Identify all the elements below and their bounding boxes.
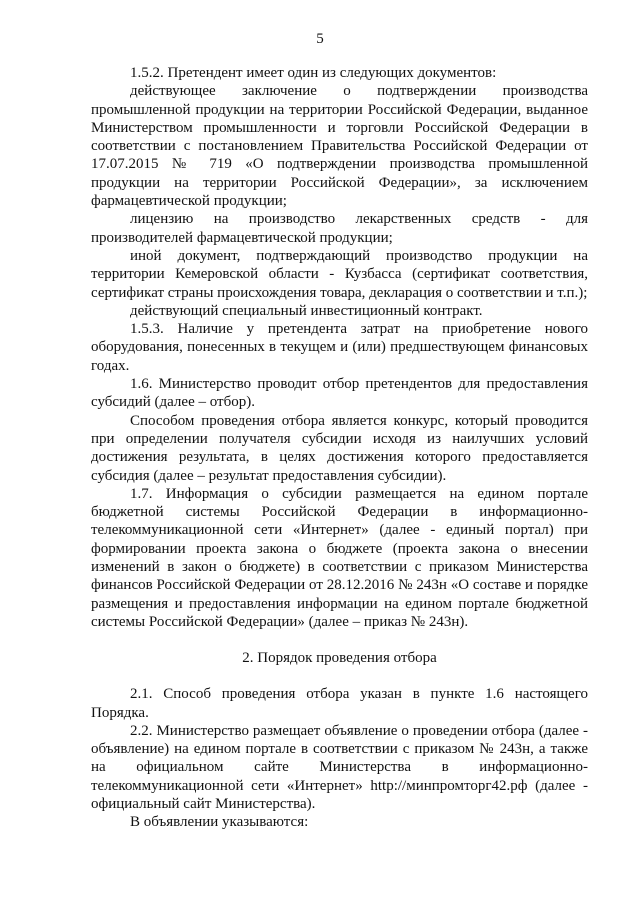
paragraph-other-document: иной документ, подтверждающий производство продукции на территории Кемеровской области - Кузбасса (сертификат соответствия, сертификат страны происхождения товара, декларация о соответствии и т.п.); [91, 247, 588, 301]
paragraph-1-6: 1.6. Министерство проводит отбор претендентов для предоставления субсидий (далее – отбор). [91, 376, 588, 411]
paragraph-1-7: 1.7. Информация о субсидии размещается на едином портале бюджетной системы Российской Федерации в информационно-телекоммуникационной сети «Интернет» (далее - единый портал) при формировании проекта закона о бюджете (проекта закона о внесении изменений в закон о бюджете) в соответствии с приказом Министерства финансов Российской Федерации от 28.12.2016 № 243н «О составе и порядке размещения и предоставления информации на едином портале бюджетной системы Российской Федерации» (далее – приказ № 243н). [91, 485, 588, 630]
paragraph-2-1: 2.1. Способ проведения отбора указан в пункте 1.6 настоящего Порядка. [91, 686, 588, 721]
section-title: 2. Порядок проведения отбора [242, 650, 437, 667]
paragraph-1-5-2: 1.5.2. Претендент имеет один из следующих документов: [130, 65, 497, 81]
document-body [91, 64, 588, 832]
paragraph-2-2: 2.2. Министерство размещает объявление о проведении отбора (далее - объявление) на едином портале в соответствии с приказом № 243н, а также на официальном сайте Министерства в информационно-телекоммуникационной сети «Интернет» http://минпромторг42.рф (далее - официальный сайт Министерства). [91, 722, 588, 812]
paragraph-1-5-3: 1.5.3. Наличие у претендента затрат на приобретение нового оборудования, понесенных в текущем и (или) предшествующем финансовых годах. [91, 321, 588, 374]
paragraph-announcement: В объявлении указываются: [130, 814, 309, 831]
paragraph-contest: Способом проведения отбора является конкурс, который проводится при определении получателя субсидии исходя из наилучших условий достижения результата, в целях достижения которого предоставляется субсидия (далее – результат предоставления субсидии). [91, 412, 588, 484]
paragraph-investment-contract: действующий специальный инвестиционный контракт. [130, 302, 483, 319]
paragraph-license: лицензию на производство лекарственных средств - для производителей фармацевтической продукции; [91, 211, 588, 246]
page-number: 5 [316, 31, 324, 47]
paragraph-conclusion: действующее заключение о подтверждении производства промышленной продукции на территории Российской Федерации, выданное Министерством промышленности и торговли Российской Федерации в соответствии с постановлением Правительства Российской Федерации от 17.07.2015 № 719 «О подтверждении производства промышленной продукции на территории Российской Федерации», за исключением фармацевтической продукции; [91, 83, 588, 210]
